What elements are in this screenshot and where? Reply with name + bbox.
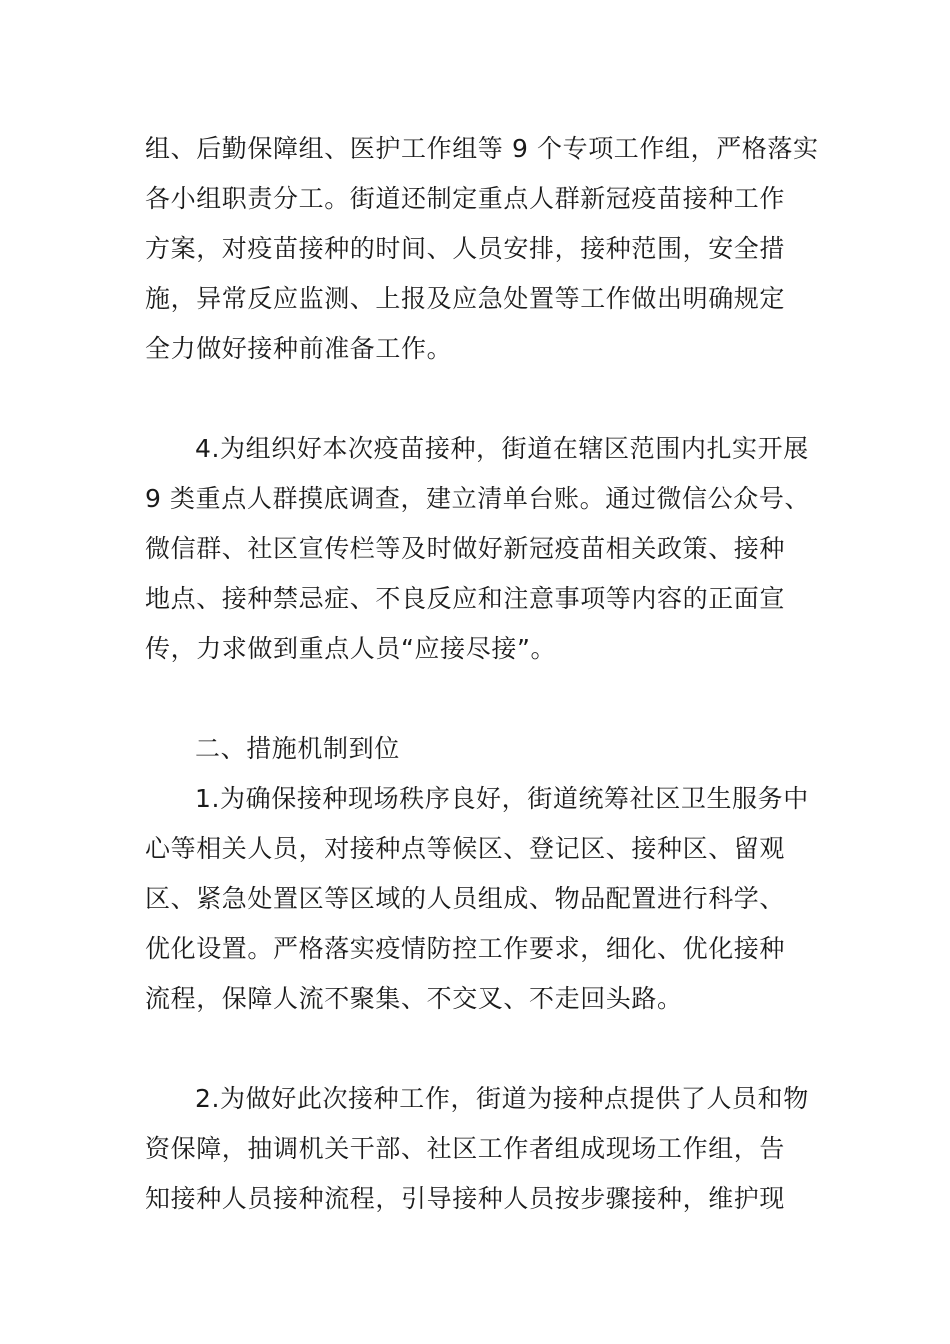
paragraph-1-line-5: 全力做好接种前准备工作。	[145, 334, 453, 363]
section-heading: 二、措施机制到位	[195, 734, 400, 763]
paragraph-1-line-2: 各小组职责分工。街道还制定重点人群新冠疫苗接种工作	[145, 184, 786, 213]
paragraph-3-line-2: 心等相关人员，对接种点等候区、登记区、接种区、留观	[145, 834, 786, 863]
paragraph-1-line-4: 施，异常反应监测、上报及应急处置等工作做出明确规定	[145, 284, 786, 313]
paragraph-4-line-2: 资保障，抽调机关干部、社区工作者组成现场工作组，告	[145, 1134, 786, 1163]
paragraph-2-line-3: 微信群、社区宣传栏等及时做好新冠疫苗相关政策、接种	[145, 534, 786, 563]
paragraph-3-line-3: 区、紧急处置区等区域的人员组成、物品配置进行科学、	[145, 884, 786, 913]
paragraph-4-line-1: 2.为做好此次接种工作，街道为接种点提供了人员和物	[195, 1084, 809, 1113]
paragraph-2-line-2: 9 类重点人群摸底调查，建立清单台账。通过微信公众号、	[145, 484, 811, 513]
paragraph-3-line-1: 1.为确保接种现场秩序良好，街道统筹社区卫生服务中	[195, 784, 809, 813]
paragraph-1-line-3: 方案，对疫苗接种的时间、人员安排，接种范围，安全措	[145, 234, 786, 263]
paragraph-3-line-5: 流程，保障人流不聚集、不交叉、不走回头路。	[145, 984, 683, 1013]
paragraph-2-line-5: 传，力求做到重点人员“应接尽接”。	[145, 634, 557, 663]
paragraph-4-line-3: 知接种人员接种流程，引导接种人员按步骤接种，维护现	[145, 1184, 786, 1213]
paragraph-3-line-4: 优化设置。严格落实疫情防控工作要求，细化、优化接种	[145, 934, 786, 963]
paragraph-2-line-4: 地点、接种禁忌症、不良反应和注意事项等内容的正面宣	[145, 584, 786, 613]
paragraph-2-line-1: 4.为组织好本次疫苗接种，街道在辖区范围内扎实开展	[195, 434, 809, 463]
paragraph-1-line-1: 组、后勤保障组、医护工作组等 9 个专项工作组，严格落实	[145, 134, 819, 163]
